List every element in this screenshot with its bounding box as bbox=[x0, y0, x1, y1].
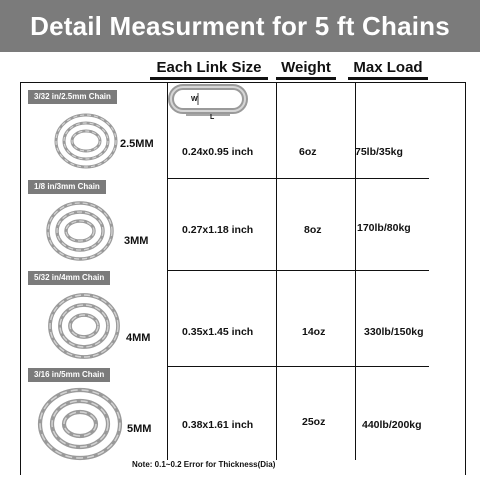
link-size-row-2: 0.27x1.18 inch bbox=[182, 224, 254, 236]
row-divider-3 bbox=[167, 366, 429, 367]
row-divider-2 bbox=[167, 270, 429, 271]
header-link-size: Each Link Size bbox=[156, 59, 262, 76]
weight-row-1: 6oz bbox=[299, 146, 317, 158]
weight-row-2: 8oz bbox=[304, 224, 322, 236]
size-tag-row-3: 5/32 in/4mm Chain bbox=[28, 271, 110, 285]
mm-label-row-3: 4MM bbox=[126, 332, 151, 344]
weight-row-4: 25oz bbox=[302, 416, 326, 428]
chain-coil-image-2-5mm bbox=[50, 108, 122, 174]
mm-label-row-4: 5MM bbox=[127, 423, 152, 435]
header-underline-weight bbox=[276, 77, 336, 80]
size-tag-row-1: 3/32 in/2.5mm Chain bbox=[28, 90, 117, 104]
max-load-row-2: 170lb/80kg bbox=[357, 222, 411, 234]
size-tag-row-4: 3/16 in/5mm Chain bbox=[28, 368, 110, 382]
link-size-row-3: 0.35x1.45 inch bbox=[182, 326, 254, 338]
column-divider-1 bbox=[167, 82, 168, 460]
table-top-border bbox=[20, 82, 466, 83]
table-right-border bbox=[465, 82, 466, 475]
mm-label-row-2: 3MM bbox=[124, 235, 149, 247]
title-banner bbox=[0, 0, 480, 52]
max-load-row-4: 440lb/200kg bbox=[362, 419, 422, 431]
table-left-border bbox=[20, 82, 21, 475]
chain-coil-image-4mm bbox=[44, 288, 124, 364]
weight-row-3: 14oz bbox=[302, 326, 326, 338]
page-title: Detail Measurment for 5 ft Chains bbox=[30, 10, 450, 41]
header-weight: Weight bbox=[281, 59, 331, 76]
length-label: L bbox=[210, 114, 215, 120]
column-divider-2 bbox=[276, 82, 277, 460]
size-tag-row-2: 1/8 in/3mm Chain bbox=[28, 180, 106, 194]
chain-link-diagram bbox=[168, 84, 250, 120]
header-max-load: Max Load bbox=[353, 59, 423, 76]
header-underline-link-size bbox=[150, 77, 268, 80]
row-divider-1 bbox=[167, 178, 429, 179]
width-label: W bbox=[191, 96, 198, 103]
link-size-row-1: 0.24x0.95 inch bbox=[182, 146, 254, 158]
max-load-row-3: 330lb/150kg bbox=[364, 326, 424, 338]
max-load-row-1: 75lb/35kg bbox=[355, 146, 403, 158]
chain-coil-image-3mm bbox=[42, 196, 118, 266]
thickness-note: Note: 0.1~0.2 Error for Thickness(Dia) bbox=[132, 460, 276, 469]
header-underline-max-load bbox=[348, 77, 428, 80]
link-size-row-4: 0.38x1.61 inch bbox=[182, 419, 254, 431]
mm-label-row-1: 2.5MM bbox=[120, 138, 154, 150]
column-divider-3 bbox=[355, 82, 356, 460]
chain-coil-image-5mm bbox=[34, 384, 126, 466]
